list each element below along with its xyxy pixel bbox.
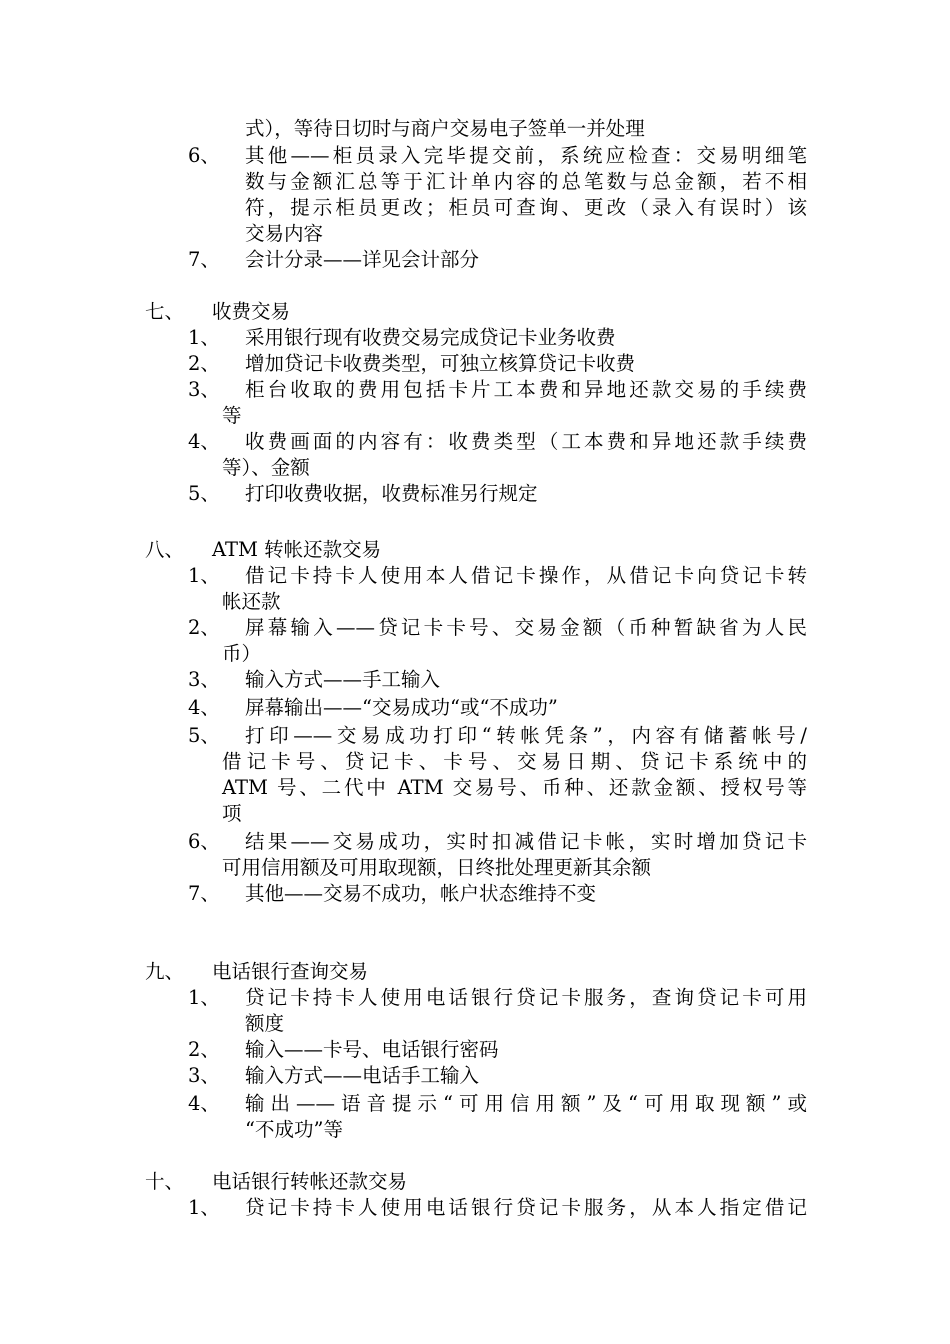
list-item-text: 屏幕输入——贷记卡卡号、交易金额（币种暂缺省为人民 bbox=[245, 616, 807, 639]
list-item-number: 3、 bbox=[188, 668, 220, 691]
list-item-number: 1、 bbox=[188, 1196, 220, 1219]
list-item-text: 输入方式——电话手工输入 bbox=[245, 1064, 480, 1087]
list-item-text: 增加贷记卡收费类型，可独立核算贷记卡收费 bbox=[245, 352, 636, 375]
list-item-text: ATM 号、二代中 ATM 交易号、币种、还款金额、授权号等 bbox=[222, 776, 807, 799]
section-title: 电话银行查询交易 bbox=[212, 960, 369, 983]
list-item-text: 额度 bbox=[245, 1012, 285, 1035]
list-item-text: 项 bbox=[222, 802, 242, 825]
list-item-number: 2、 bbox=[188, 352, 220, 375]
list-item-text: 借记卡号、贷记卡、卡号、交易日期、贷记卡系统中的 bbox=[222, 750, 807, 773]
section-title: ATM 转帐还款交易 bbox=[212, 538, 382, 561]
section-number: 十、 bbox=[145, 1170, 185, 1193]
list-item-number: 5、 bbox=[188, 482, 220, 505]
list-item-text: 输出——语音提示“可用信用额”及“可用取现额”或 bbox=[245, 1092, 807, 1115]
list-item-text: “不成功”等 bbox=[245, 1118, 343, 1141]
list-item-text: 符，提示柜员更改；柜员可查询、更改（录入有误时）该 bbox=[245, 196, 807, 219]
list-item-number: 3、 bbox=[188, 378, 220, 401]
list-item-number: 4、 bbox=[188, 696, 220, 719]
list-item-text: 借记卡持卡人使用本人借记卡操作，从借记卡向贷记卡转 bbox=[245, 564, 807, 587]
section-title: 电话银行转帐还款交易 bbox=[212, 1170, 408, 1193]
list-item-text: 等）、金额 bbox=[222, 456, 310, 479]
list-item-text: 币） bbox=[222, 642, 262, 665]
list-item-text: 帐还款 bbox=[222, 590, 281, 613]
list-item-number: 3、 bbox=[188, 1064, 220, 1087]
section-title: 收费交易 bbox=[212, 300, 291, 323]
list-item-number: 1、 bbox=[188, 326, 220, 349]
list-item-text: 结果——交易成功，实时扣减借记卡帐，实时增加贷记卡 bbox=[245, 830, 807, 853]
list-item-text: 会计分录——详见会计部分 bbox=[245, 248, 480, 271]
section-number: 八、 bbox=[145, 538, 185, 561]
list-item-number: 7、 bbox=[188, 882, 220, 905]
list-item-text: 贷记卡持卡人使用电话银行贷记卡服务，从本人指定借记 bbox=[245, 1196, 807, 1219]
list-item-number: 4、 bbox=[188, 1092, 220, 1115]
section-number: 九、 bbox=[145, 960, 185, 983]
list-item-text: 打印——交易成功打印“转帐凭条”，内容有储蓄帐号/ bbox=[245, 724, 807, 747]
list-item-text: 采用银行现有收费交易完成贷记卡业务收费 bbox=[245, 326, 616, 349]
list-item-number: 5、 bbox=[188, 724, 220, 747]
paragraph-text: 式），等待日切时与商户交易电子签单一并处理 bbox=[245, 117, 645, 140]
list-item-text: 其他——交易不成功，帐户状态维持不变 bbox=[245, 882, 597, 905]
list-item-number: 6、 bbox=[188, 144, 220, 167]
list-item-text: 其他——柜员录入完毕提交前，系统应检查：交易明细笔 bbox=[245, 144, 807, 167]
list-item-text: 屏幕输出——“交易成功“或“不成功” bbox=[245, 696, 558, 719]
list-item-number: 7、 bbox=[188, 248, 220, 271]
list-item-text: 输入方式——手工输入 bbox=[245, 668, 441, 691]
list-item-text: 柜台收取的费用包括卡片工本费和异地还款交易的手续费 bbox=[245, 378, 807, 401]
list-item-text: 可用信用额及可用取现额，日终批处理更新其余额 bbox=[222, 856, 652, 879]
list-item-text: 打印收费收据，收费标准另行规定 bbox=[245, 482, 538, 505]
list-item-text: 等 bbox=[222, 404, 242, 427]
list-item-number: 1、 bbox=[188, 564, 220, 587]
list-item-number: 4、 bbox=[188, 430, 220, 453]
list-item-number: 2、 bbox=[188, 616, 220, 639]
list-item-number: 6、 bbox=[188, 830, 220, 853]
list-item-text: 输入——卡号、电话银行密码 bbox=[245, 1038, 499, 1061]
section-number: 七、 bbox=[145, 300, 185, 323]
list-item-text: 数与金额汇总等于汇计单内容的总笔数与总金额，若不相 bbox=[245, 170, 807, 193]
list-item-text: 收费画面的内容有：收费类型（工本费和异地还款手续费 bbox=[245, 430, 807, 453]
list-item-number: 2、 bbox=[188, 1038, 220, 1061]
list-item-number: 1、 bbox=[188, 986, 220, 1009]
list-item-text: 交易内容 bbox=[245, 222, 324, 245]
list-item-text: 贷记卡持卡人使用电话银行贷记卡服务，查询贷记卡可用 bbox=[245, 986, 807, 1009]
